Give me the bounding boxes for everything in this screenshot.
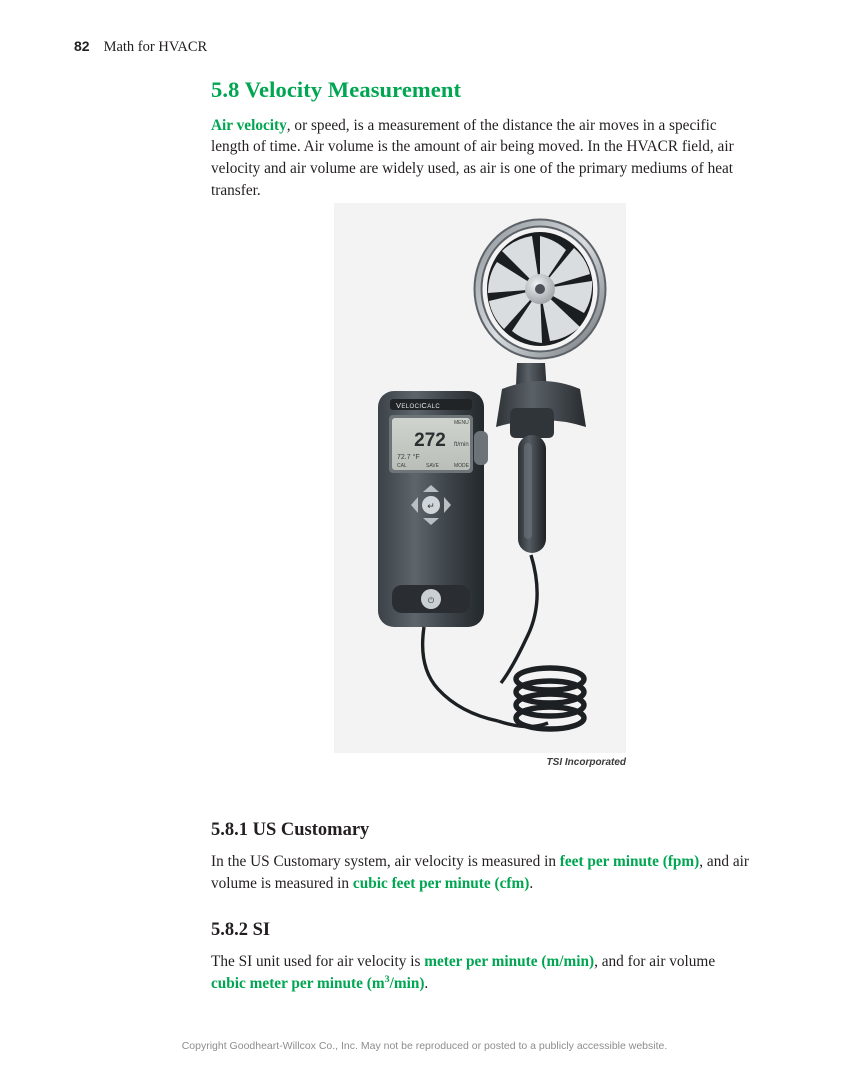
lower-sections — [211, 820, 751, 1005]
key-term-air-velocity: Air velocity — [211, 116, 287, 134]
si-paragraph — [211, 951, 751, 995]
key-term-m3-min-head: cubic meter per minute (m — [211, 975, 385, 993]
si-text-3: . — [424, 975, 429, 993]
intro-paragraph — [211, 115, 748, 202]
svg-text:MODE: MODE — [454, 463, 469, 469]
probe-handle — [510, 408, 554, 553]
running-head — [74, 38, 207, 56]
figure-anemometer-photo — [334, 203, 626, 753]
anemometer-illustration — [334, 203, 626, 753]
subsection-heading-us-customary: 5.8.1 US Customary — [211, 820, 370, 840]
key-term-m3-min-tail: /min) — [389, 975, 425, 993]
key-term-fpm: feet per minute (fpm) — [559, 853, 700, 870]
us-customary-paragraph — [211, 851, 751, 894]
page-number: 82 — [74, 38, 90, 54]
svg-text:ft/min: ft/min — [454, 442, 469, 448]
svg-text:MENU: MENU — [454, 420, 469, 426]
figure-credit: TSI Incorporated — [546, 757, 626, 768]
footer-copyright: Copyright Goodheart-Willcox Co., Inc. May not be reproduced or posted to a publicly accessible website. — [181, 1040, 668, 1052]
key-term-m3-min-exponent: 3 — [384, 974, 390, 986]
svg-text:VELOCICALC: VELOCICALC — [396, 401, 441, 410]
svg-text:SAVE: SAVE — [426, 463, 439, 469]
si-text-1: The SI unit used for air velocity is — [211, 953, 425, 971]
key-term-cfm: cubic feet per minute (cfm) — [352, 874, 530, 892]
section-heading: 5.8 Velocity Measurement — [211, 77, 462, 102]
us-customary-text-1: In the US Customary system, air velocity is measured in — [211, 853, 560, 870]
section-spacer — [211, 904, 751, 920]
si-text-2: , and for air volume — [594, 953, 716, 971]
svg-text:272: 272 — [414, 430, 446, 451]
book-title: Math for HVACR — [103, 39, 208, 55]
vane-probe-head — [478, 223, 602, 427]
svg-text:⏻: ⏻ — [427, 596, 435, 605]
main-text-column — [211, 78, 748, 212]
subsection-heading-si: 5.8.2 SI — [211, 920, 271, 941]
svg-text:72.7 °F: 72.7 °F — [397, 454, 420, 461]
us-customary-text-3: . — [529, 874, 534, 892]
key-term-m3-min — [211, 975, 424, 992]
intro-paragraph-text: , or speed, is a measurement of the distance the air moves in a specific length of time. Air volume is the amount of air being moved. In the HVACR field, air velocity and air volume are widely used, as air is one of the primary mediums of heat transfer. — [211, 116, 734, 199]
us-customary-text-2: , and air volume is measured in — [211, 853, 749, 892]
key-term-m-min: meter per minute (m/min) — [424, 953, 595, 971]
svg-text:↵: ↵ — [427, 501, 435, 511]
velocicalc-meter — [378, 391, 488, 627]
svg-text:CAL: CAL — [397, 463, 407, 469]
